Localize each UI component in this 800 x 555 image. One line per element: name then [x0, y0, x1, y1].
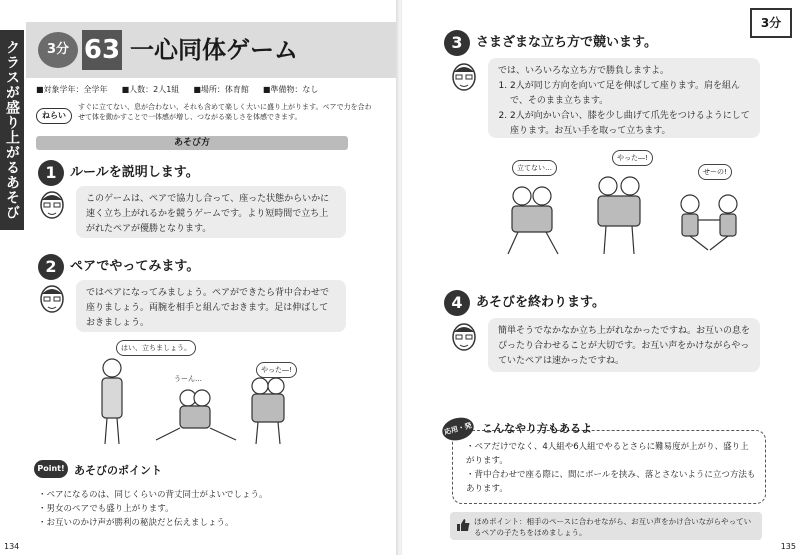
list-item: ・お互いのかけ声が勝利の秘訣だと伝えましょう。	[38, 518, 234, 528]
step-1-speech: このゲームは、ペアで協力し合って、座った状態からいかに速く立ち上がれるかを競うゲームです。より短時間で立ち上がれたペアが優勝となります。	[76, 186, 346, 238]
list-item: ・男女のペアでも盛り上がります。	[38, 504, 174, 514]
teacher-face-icon	[38, 190, 66, 222]
point-list	[38, 488, 268, 530]
teacher-face-icon	[38, 284, 66, 316]
step-3-list	[498, 79, 750, 139]
list-item: 1. 2人が同じ方向を向いて足を伸ばして座ります。肩を組んで、そのまま立ちます。	[510, 79, 750, 109]
step-4-speech: 簡単そうでなかなか立ち上がれなかったですね。お互いの息をぴったり合わせることが大切です。お互い声をかけながらやっていたペアは速かったですね。	[488, 318, 760, 372]
aim-text: すぐに立てない、息が合わない、それも含めて楽しく大いに盛り上がります。ペアで力を合わせて体を動かすことで一体感が増し、つながる楽しさを体感できます。	[78, 103, 372, 121]
step-3-number: 3	[444, 30, 470, 56]
speech-yatta: やった―!	[256, 362, 297, 378]
step-4-title: あそびを終わります。	[476, 295, 605, 310]
teacher-face-icon	[450, 62, 478, 94]
speech-hmm: うーん…	[170, 372, 206, 386]
step-2-number: 2	[38, 254, 64, 280]
list-item: ・背中合わせで座る際に、間にボールを挟み、落とさないように立つ方法もあります。	[466, 470, 756, 494]
point-badge: Point!	[34, 460, 68, 478]
variation-title: こんなやり方もあるよ	[482, 422, 592, 435]
point-title: あそびのポイント	[74, 464, 162, 477]
teacher-face-icon	[450, 322, 478, 354]
step-3-speech	[488, 58, 760, 138]
info-place: ■場所：体育館	[193, 85, 249, 94]
aim-box	[36, 100, 386, 126]
variation-list	[466, 440, 756, 496]
left-page	[0, 0, 398, 555]
step-2-title: ペアでやってみます。	[70, 259, 200, 274]
activity-number: 63	[82, 30, 122, 70]
speech-cant-stand: 立てない…	[512, 160, 557, 176]
praise-text: ほめポイント：相手のペースに合わせながら、お互い声をかけ合いながらやっているペアの子たちをほめましょう。	[474, 517, 752, 537]
list-item: ・ペアだけでなく、4人組や6人組でやるとさらに難易度が上がり、盛り上がります。	[466, 442, 749, 466]
step-2-speech: ではペアになってみましょう。ペアができたら背中合わせで座りましょう。両腕を相手と組んでおきます。足は伸ばしておきましょう。	[76, 280, 346, 332]
list-item: 2. 2人が向かい合い、膝を少し曲げて爪先をつけるようにして座ります。お互い手を取って立ちます。	[510, 109, 750, 139]
list-item: ・ペアになるのは、同じくらいの背丈同士がよいでしょう。	[38, 490, 268, 500]
info-grade: ■対象学年：全学年	[36, 85, 108, 94]
info-materials: ■準備物：なし	[262, 85, 319, 94]
pair-sitting-illustration	[90, 340, 310, 450]
variation-badge: 応用・発展	[440, 414, 477, 444]
speech-seeno: せーの!	[698, 164, 732, 180]
section-tab: クラスが盛り上がるあそび	[0, 30, 24, 230]
time-badge: 3分	[38, 32, 78, 68]
thumbs-up-icon	[456, 518, 470, 532]
info-row	[36, 84, 318, 95]
page-title: 一心同体ゲーム	[130, 36, 298, 64]
aim-label: ねらい	[36, 108, 72, 124]
page-number: 134	[4, 542, 20, 551]
speech-yatta: やった―!	[612, 150, 653, 166]
how-to-play-bar: あそび方	[36, 136, 348, 150]
info-people: ■人数：2人1組	[121, 85, 180, 94]
step-3-intro: では、いろいろな立ち方で勝負しますよ。	[498, 66, 670, 76]
right-page	[402, 0, 800, 555]
page-number: 135	[780, 542, 796, 551]
step-1-number: 1	[38, 160, 64, 186]
speech-stand-up: はい、立ちましょう。	[116, 340, 196, 356]
step-1-title: ルールを説明します。	[70, 165, 199, 180]
time-badge: 3分	[750, 8, 792, 38]
step-4-number: 4	[444, 290, 470, 316]
step-3-title: さまざまな立ち方で競います。	[476, 35, 657, 50]
praise-point	[450, 512, 762, 540]
